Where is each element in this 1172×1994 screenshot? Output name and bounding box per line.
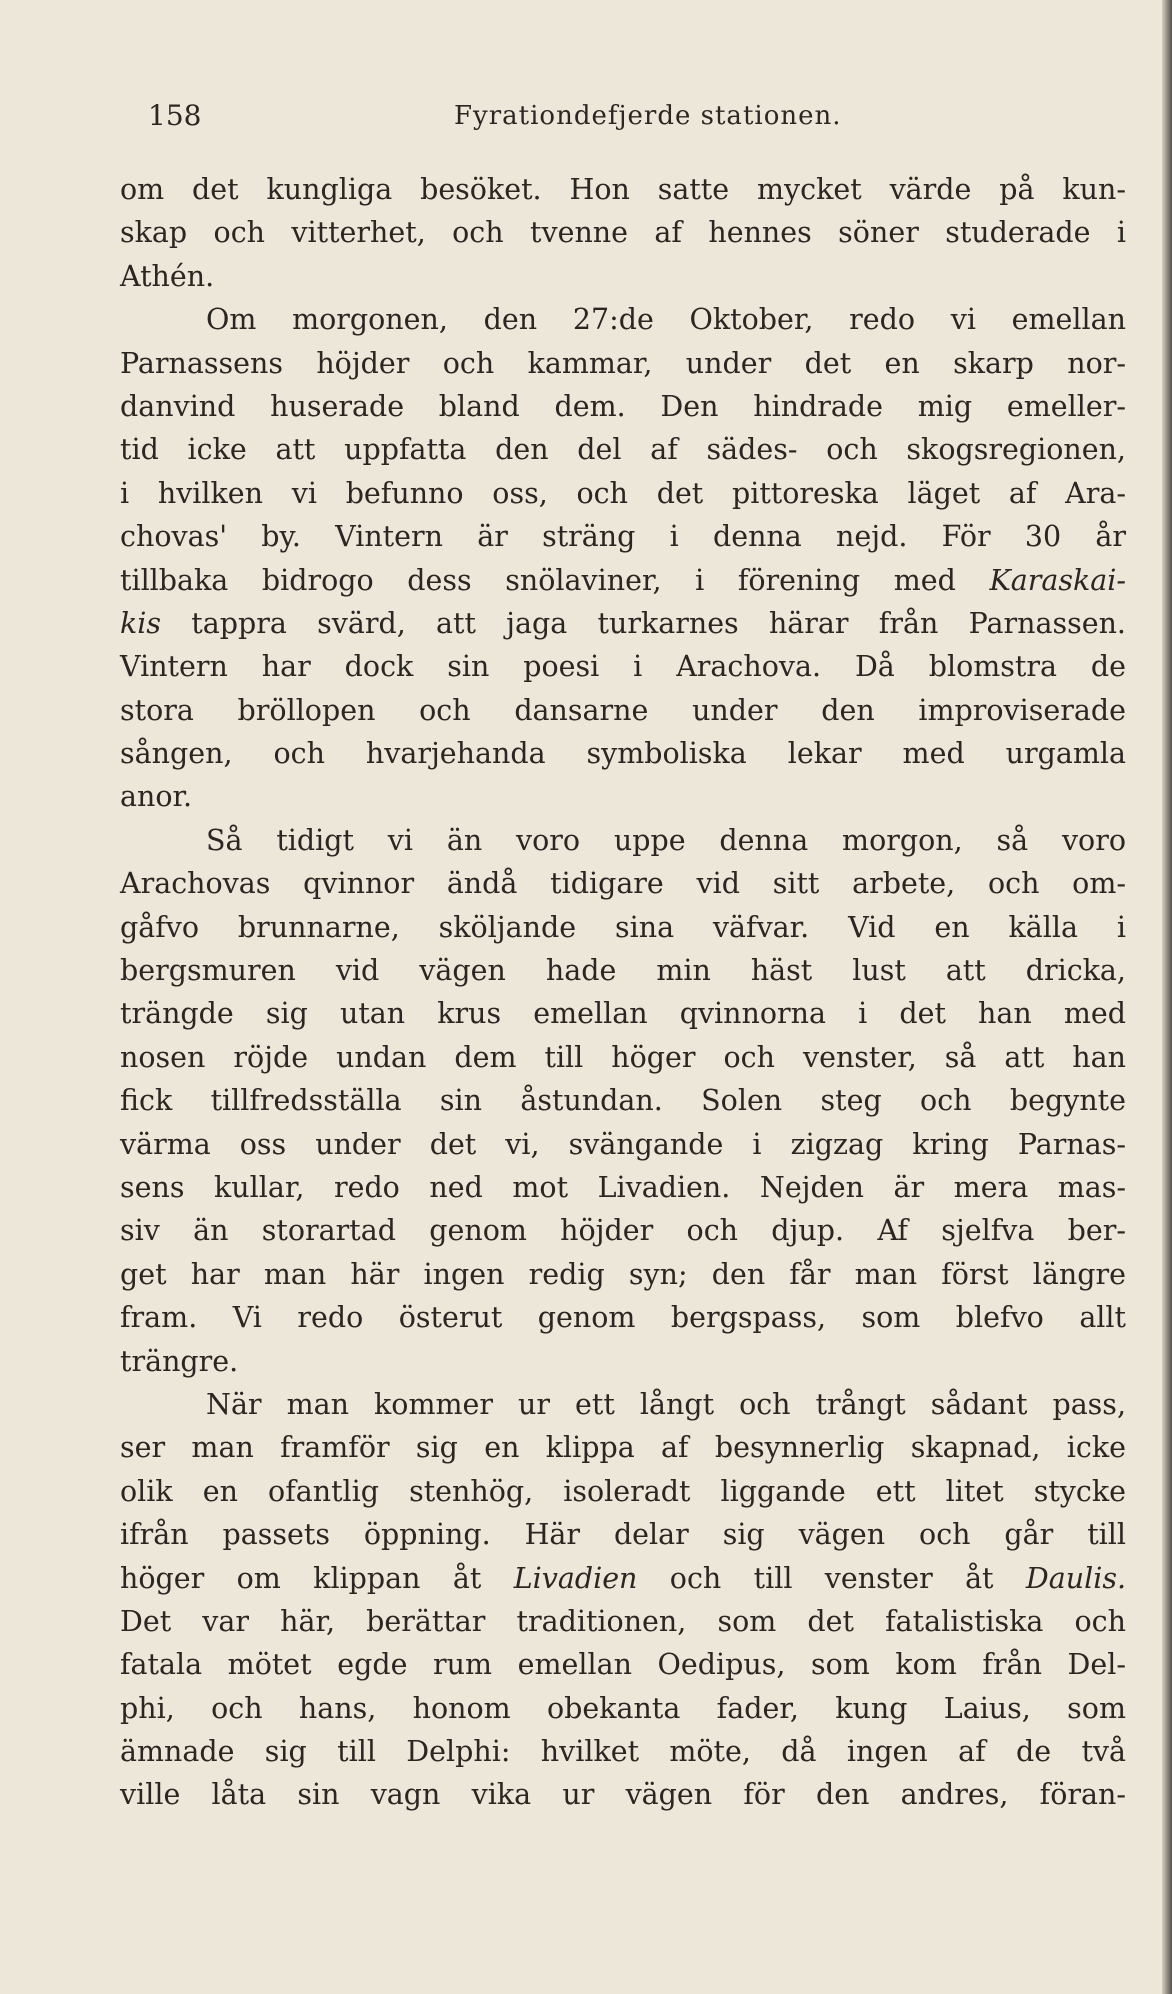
text-line: Arachovas qvinnor ändå tidigare vid sitt arbete, och om- (120, 867, 1126, 901)
text-line: bergsmuren vid vägen hade min häst lust att dricka, (120, 954, 1126, 988)
body-text (120, 168, 1126, 1817)
text-line: fick tillfredsställa sin åstundan. Solen steg och begynte (120, 1084, 1126, 1118)
text-line (120, 602, 1126, 645)
text-line: anor. (120, 780, 193, 814)
page-edge-shadow (1162, 0, 1172, 1994)
text-line: trängde sig utan krus emellan qvinnorna i det han med (120, 997, 1126, 1031)
text-line: fram. Vi redo österut genom bergspass, som blefvo allt (120, 1301, 1126, 1335)
text-line: Så tidigt vi än voro uppe denna morgon, så voro (206, 823, 1126, 857)
italic-name: kis (120, 606, 162, 640)
text-line: get har man här ingen redig syn; den får man först längre (120, 1257, 1126, 1291)
text-line: ifrån passets öppning. Här delar sig vägen och går till (120, 1518, 1126, 1552)
text-line: sens kullar, redo ned mot Livadien. Nejden är mera mas- (120, 1170, 1126, 1204)
text-line: chovas' by. Vintern är sträng i denna nejd. För 30 år (120, 520, 1126, 554)
text-line: sången, och hvarjehanda symboliska lekar med urgamla (120, 737, 1126, 771)
text-line: fatala mötet egde rum emellan Oedipus, som kom från Del- (120, 1648, 1126, 1682)
text-line: ämnade sig till Delphi: hvilket möte, då ingen af de två (120, 1735, 1126, 1769)
text-line: trängre. (120, 1344, 239, 1378)
running-head (148, 96, 868, 136)
text-line (120, 1557, 1126, 1600)
text-segment: och till venster åt (637, 1561, 1026, 1595)
text-line: ville låta sin vagn vika ur vägen för den andres, föran- (120, 1778, 1126, 1812)
text-segment: höger om klippan åt (120, 1561, 514, 1595)
text-line: i hvilken vi befunno oss, och det pittoreska läget af Ara- (120, 476, 1126, 510)
text-segment: tillbaka bidrogo dess snölaviner, i förening med (120, 563, 990, 597)
text-line: värma oss under det vi, svängande i zigzag kring Parnas- (120, 1127, 1126, 1161)
text-line: tid icke att uppfatta den del af sädes- och skogsregionen, (120, 433, 1126, 467)
text-line (120, 559, 1126, 602)
text-line: Vintern har dock sin poesi i Arachova. Då blomstra de (120, 650, 1126, 684)
text-line: Om morgonen, den 27:de Oktober, redo vi emellan (206, 303, 1126, 337)
text-line: phi, och hans, honom obekanta fader, kung Laius, som (120, 1691, 1126, 1725)
text-line: nosen röjde undan dem till höger och venster, så att han (120, 1040, 1126, 1074)
text-line: skap och vitterhet, och tvenne af hennes söner studerade i (120, 216, 1126, 250)
text-line: ser man framför sig en klippa af besynnerlig skapnad, icke (120, 1431, 1126, 1465)
text-line: olik en ofantlig stenhög, isoleradt liggande ett litet stycke (120, 1474, 1126, 1508)
text-line: Parnassens höjder och kammar, under det en skarp nor- (120, 346, 1126, 380)
chapter-title: Fyrationdefjerde stationen. (454, 101, 842, 131)
text-line: gåfvo brunnarne, sköljande sina väfvar. Vid en källa i (120, 910, 1126, 944)
italic-place: Daulis. (1025, 1561, 1127, 1595)
italic-name: Karaskai- (989, 563, 1126, 597)
text-line: När man kommer ur ett långt och trångt sådant pass, (206, 1387, 1126, 1421)
text-line: Athén. (120, 259, 215, 293)
page-number: 158 (148, 99, 202, 132)
text-segment: tappra svärd, att jaga turkarnes härar från Parnassen. (161, 606, 1126, 640)
text-line: Det var här, berättar traditionen, som det fatalistiska och (120, 1604, 1126, 1638)
text-line: siv än storartad genom höjder och djup. Af sjelfva ber- (120, 1214, 1126, 1248)
text-line: danvind huserade bland dem. Den hindrade mig emeller- (120, 389, 1126, 423)
text-line: om det kungliga besöket. Hon satte mycket värde på kun- (120, 173, 1126, 206)
italic-place: Livadien (513, 1561, 638, 1595)
text-line: stora bröllopen och dansarne under den improviserade (120, 693, 1126, 727)
